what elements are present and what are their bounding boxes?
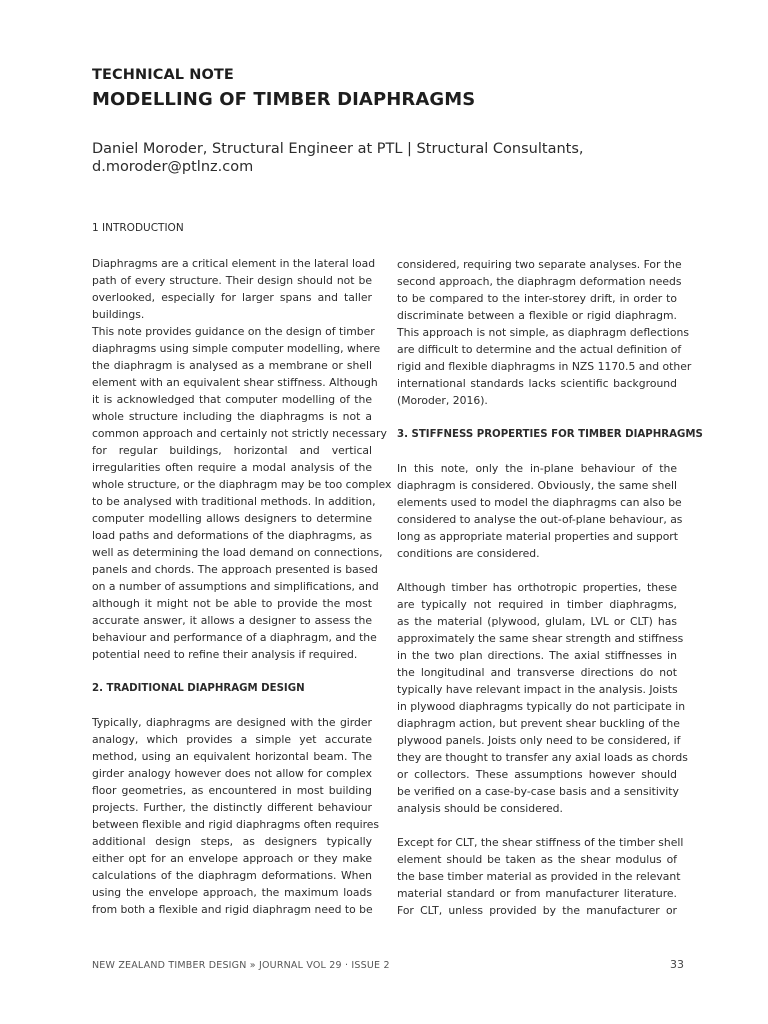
section-heading: 3. STIFFNESS PROPERTIES FOR TIMBER DIAPHRAGMS <box>397 429 703 440</box>
text-line: For CLT, unless provided by the manufacturer or <box>397 904 677 917</box>
text-line: This note provides guidance on the design of timber <box>92 325 375 338</box>
text-line: it is acknowledged that computer modelling of the <box>92 393 372 406</box>
paragraph <box>92 714 380 918</box>
text-line: be verified on a case-by-case basis and a sensitivity <box>397 785 679 798</box>
text-line: in the two plan directions. The axial stiffnesses in <box>397 649 677 662</box>
text-line: international standards lacks scientific background <box>397 377 677 390</box>
page-number: 33 <box>670 958 684 971</box>
text-line: either opt for an envelope approach or they make <box>92 852 372 865</box>
text-line: irregularities often require a modal analysis of the <box>92 461 372 474</box>
text-line: long as appropriate material properties and support <box>397 530 678 543</box>
text-line: between flexible and rigid diaphragms often requires <box>92 818 380 831</box>
text-line: Although timber has orthotropic properties, these <box>397 581 677 594</box>
paragraph <box>397 256 692 409</box>
text-line: from both a flexible and rigid diaphragm need to be <box>92 903 373 916</box>
right-column <box>397 256 703 919</box>
text-line: method, using an equivalent horizontal beam. The <box>92 750 372 763</box>
text-line: load paths and deformations of the diaphragms, as <box>92 529 372 542</box>
text-line: they are thought to transfer any axial loads as chords <box>397 751 688 764</box>
text-line: additional design steps, as designers typically <box>92 835 372 848</box>
text-line: behaviour and performance of a diaphragm, and the <box>92 631 377 644</box>
text-line: potential need to refine their analysis if required. <box>92 648 358 661</box>
text-line: computer modelling allows designers to determine <box>92 512 372 525</box>
text-line: whole structure including the diaphragms is not a <box>92 410 372 423</box>
text-line: in plywood diaphragms typically do not participate in <box>397 700 686 713</box>
text-line: considered to analyse the out-of-plane behaviour, as <box>397 513 683 526</box>
text-line: to be analysed with traditional methods. In addition, <box>92 495 376 508</box>
text-line: the longitudinal and transverse directions do not <box>397 666 677 679</box>
section-heading: 2. TRADITIONAL DIAPHRAGM DESIGN <box>92 683 305 694</box>
text-line: diaphragm is considered. Obviously, the same shell <box>397 479 677 492</box>
text-line: on a number of assumptions and simplifications, and <box>92 580 379 593</box>
text-line: are typically not required in timber diaphragms, <box>397 598 677 611</box>
text-line: discriminate between a flexible or rigid diaphragm. <box>397 309 677 322</box>
text-line: conditions are considered. <box>397 547 540 560</box>
text-line: diaphragm action, but prevent shear buckling of the <box>397 717 680 730</box>
text-line: panels and chords. The approach presented is based <box>92 563 378 576</box>
text-line: or collectors. These assumptions however should <box>397 768 677 781</box>
text-line: the base timber material as provided in the relevant <box>397 870 681 883</box>
text-line: as the material (plywood, glulam, LVL or CLT) has <box>397 615 677 628</box>
text-line: rigid and flexible diaphragms in NZS 1170.5 and other <box>397 360 692 373</box>
text-line: typically have relevant impact in the analysis. Joists <box>397 683 678 696</box>
text-line: well as determining the load demand on connections, <box>92 546 383 559</box>
text-line: the diaphragm is analysed as a membrane or shell <box>92 359 372 372</box>
text-line: material standard or from manufacturer literature. <box>397 887 677 900</box>
text-line: analogy, which provides a simple yet accurate <box>92 733 372 746</box>
text-line: element should be taken as the shear modulus of <box>397 853 677 866</box>
intro-heading: 1 INTRODUCTION <box>92 222 184 234</box>
text-line: plywood panels. Joists only need to be considered, if <box>397 734 681 747</box>
text-line: considered, requiring two separate analyses. For the <box>397 258 682 271</box>
text-line: common approach and certainly not strictly necessary <box>92 427 387 440</box>
text-line: projects. Further, the distinctly different behaviour <box>92 801 372 814</box>
text-line: This approach is not simple, as diaphragm deflections <box>397 326 690 339</box>
text-line: Except for CLT, the shear stiffness of the timber shell <box>397 836 684 849</box>
author-line: Daniel Moroder, Structural Engineer at PTL | Structural Consultants, <box>92 141 584 157</box>
text-line: although it might not be able to provide the most <box>92 597 372 610</box>
paragraph <box>92 255 376 323</box>
page-title: MODELLING OF TIMBER DIAPHRAGMS <box>92 89 476 110</box>
text-line: elements used to model the diaphragms can also be <box>397 496 682 509</box>
footer-journal: NEW ZEALAND TIMBER DESIGN » JOURNAL VOL 29 · ISSUE 2 <box>92 960 390 971</box>
section-label: TECHNICAL NOTE <box>92 67 234 83</box>
paragraph <box>397 834 684 919</box>
author-block <box>92 140 692 176</box>
text-line: for regular buildings, horizontal and vertical <box>92 444 372 457</box>
text-line: element with an equivalent shear stiffness. Although <box>92 376 378 389</box>
paragraph <box>397 460 683 562</box>
text-line: Diaphragms are a critical element in the lateral load <box>92 257 376 270</box>
text-line: path of every structure. Their design should not be <box>92 274 372 287</box>
text-line: overlooked, especially for larger spans and taller <box>92 291 372 304</box>
text-line: In this note, only the in-plane behaviour of the <box>397 462 677 475</box>
text-line: Typically, diaphragms are designed with the girder <box>92 716 372 729</box>
left-column <box>92 255 392 918</box>
text-line: are difficult to determine and the actual definition of <box>397 343 682 356</box>
paragraph <box>397 579 688 817</box>
text-line: whole structure, or the diaphragm may be too complex <box>92 478 392 491</box>
text-line: girder analogy however does not allow for complex <box>92 767 372 780</box>
text-line: analysis should be considered. <box>397 802 563 815</box>
text-line: approximately the same shear strength and stiffness <box>397 632 684 645</box>
paragraph <box>92 323 392 663</box>
text-line: floor geometries, as encountered in most building <box>92 784 372 797</box>
text-line: using the envelope approach, the maximum loads <box>92 886 372 899</box>
text-line: calculations of the diaphragm deformations. When <box>92 869 372 882</box>
text-line: (Moroder, 2016). <box>397 394 488 407</box>
text-line: accurate answer, it allows a designer to assess the <box>92 614 372 627</box>
text-line: diaphragms using simple computer modelling, where <box>92 342 381 355</box>
text-line: to be compared to the inter-storey drift, in order to <box>397 292 677 305</box>
text-line: buildings. <box>92 308 145 321</box>
author-email: d.moroder@ptlnz.com <box>92 159 254 175</box>
text-line: second approach, the diaphragm deformation needs <box>397 275 682 288</box>
